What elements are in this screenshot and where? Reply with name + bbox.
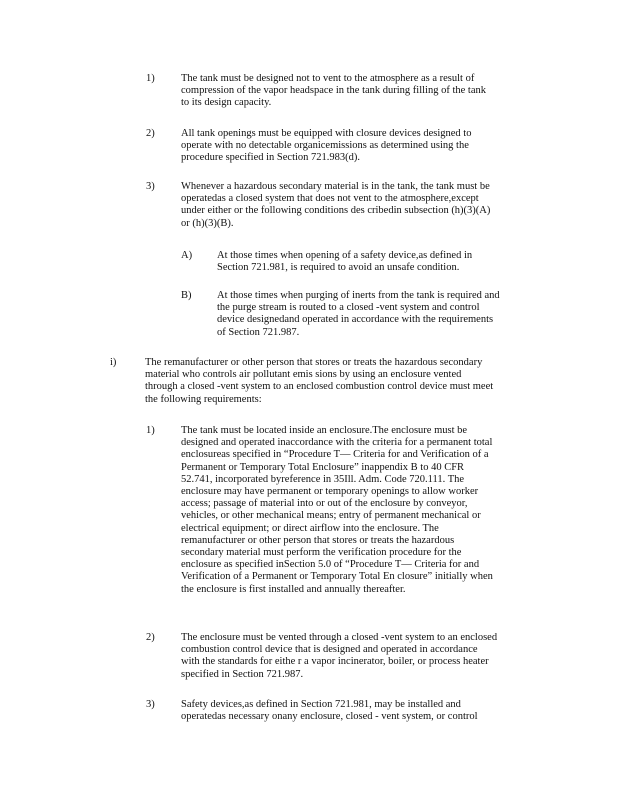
item-label: B) bbox=[181, 290, 192, 301]
item-label: A) bbox=[181, 250, 193, 261]
item-text: The remanufacturer or other person that stores or treats the hazardous secondary material who controls air pollutant emis sions by using an enclosure vented through a closed -vent system to an enclosed combustion control device must meet the following requirements: bbox=[145, 357, 494, 405]
item-text: The tank must be located inside an enclosure.The enclosure must be designed and operated inaccordance with the criteria for a permanent total enclosureas specified in “Procedure T— Criteria for and Verification of a Permanent or Temporary Total Enclosure” inappendix B to 40 CFR 52.741, incorporated byreference in 35Ill. Adm. Code 720.111. The enclosure may have permanent or temporary openings to allow worker access; passage of material into or out of the enclosure by conveyor, vehicles, or other mechanical means; entry of permanent mechanical or electrical equipment; or direct airflow into the enclosure. The remanufacturer or other person that stores or treats the hazardous secondary material must perform the verification procedure for the enclosure as specified inSection 5.0 of “Procedure T— Criteria for and Verification of a Permanent or Temporary Total En closure” initially when the enclosure is first installed and annually thereafter. bbox=[181, 425, 493, 595]
item-label: 1) bbox=[146, 425, 155, 436]
item-text: All tank openings must be equipped with closure devices designed to operate with no detectable organicemissions as determined using the procedure specified in Section 721.983(d). bbox=[181, 128, 472, 164]
item-label: 3) bbox=[146, 181, 155, 192]
item-label: i) bbox=[110, 357, 117, 368]
item-label: 3) bbox=[146, 699, 155, 710]
item-label: 2) bbox=[146, 128, 155, 139]
item-text: Whenever a hazardous secondary material is in the tank, the tank must be operatedas a closed system that does not vent to the atmosphere,except under either or the following conditions des cribedin subsection (h)(3)(A) or (h)(3)(B). bbox=[181, 181, 491, 229]
item-text: The tank must be designed not to vent to the atmosphere as a result of compression of the vapor headspace in the tank during filling of the tank to its design capacity. bbox=[181, 73, 486, 109]
item-label: 2) bbox=[146, 632, 155, 643]
item-text: The enclosure must be vented through a closed -vent system to an enclosed combustion control device that is designed and operated in accordance with the standards for eithe r a vapor incinerator, boiler, or process heater specified in Section 721.987. bbox=[181, 632, 498, 680]
item-text: At those times when opening of a safety device,as defined in Section 721.981, is required to avoid an unsafe condition. bbox=[217, 250, 473, 274]
item-label: 1) bbox=[146, 73, 155, 84]
item-text: Safety devices,as defined in Section 721.981, may be installed and operatedas necessary onany enclosure, closed - vent system, or control bbox=[181, 699, 478, 723]
item-text: At those times when purging of inerts from the tank is required and the purge stream is routed to a closed -vent system and control device designedand operated in accordance with the requirements of Section 721.987. bbox=[217, 290, 500, 338]
